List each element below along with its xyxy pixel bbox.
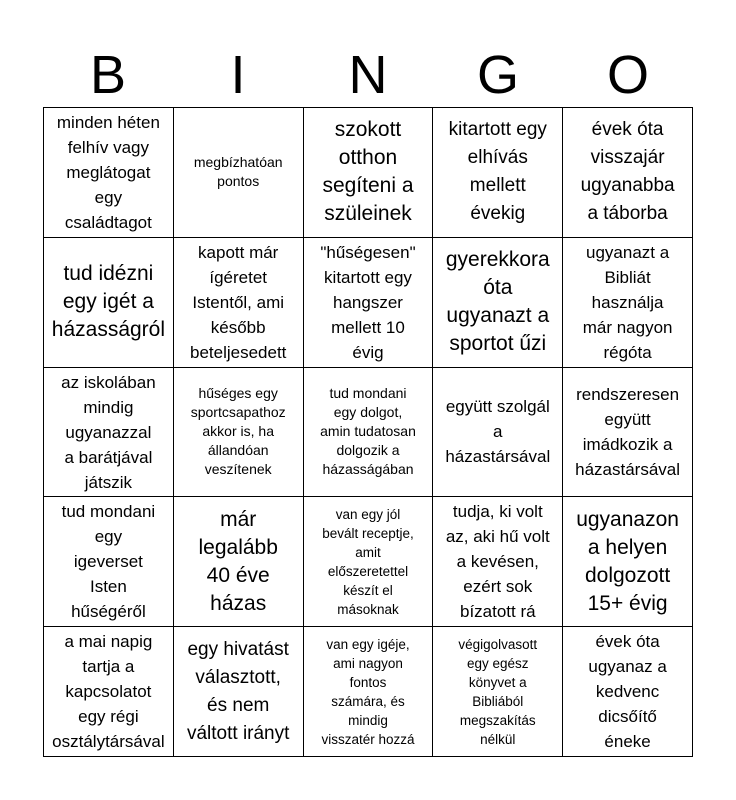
bingo-cell[interactable] [304,368,434,498]
cell-text: évek óta ugyanaz a kedvenc dicsőítő éneke [588,632,667,752]
cell-text: rendszeresen együtt imádkozik a házastársával [575,384,681,479]
cell-text: "hűségesen" kitartott egy hangszer mellett 10 évig [320,242,416,362]
bingo-cell[interactable] [563,108,693,238]
header-letter-b: B [89,45,127,105]
bingo-cell[interactable] [174,497,304,627]
cell-text: megbízhatóan pontos [193,154,283,190]
header-letter-n: N [348,45,388,105]
cell-text: már legalább 40 éve házas [198,507,278,615]
cell-text: évek óta visszajár ugyanabba a táborba [580,119,675,225]
bingo-cell[interactable] [44,238,174,368]
cell-text: van egy jól bevált receptje, amit előszeretettel készít el másoknak [322,506,414,617]
cell-text: tud idézni egy igét a házasságról [51,262,166,342]
cell-text: szokott otthon segíteni a szüleinek [322,118,414,226]
cell-text: kitartott egy elhívás mellett évekig [448,119,547,225]
bingo-cell[interactable] [174,238,304,368]
bingo-cell[interactable] [433,497,563,627]
bingo-cell[interactable] [174,368,304,498]
cell-text: kapott már ígéretet Istentől, ami később beteljesedett [189,242,287,362]
bingo-cell[interactable] [44,108,174,238]
bingo-cell[interactable] [563,238,693,368]
bingo-cell[interactable] [433,627,563,757]
cell-text: az iskolában mindig ugyanazzal a barátjával játszik [61,372,156,492]
cell-text: tud mondani egy dolgot, amin tudatosan dolgozik a házasságában [320,385,416,478]
bingo-header [43,44,693,106]
bingo-cell[interactable] [563,627,693,757]
bingo-board [43,107,693,757]
cell-text: együtt szolgál a házastársával [445,397,551,467]
bingo-cell[interactable] [433,238,563,368]
cell-text: tud mondani egy igeverset Isten hűségéről [61,502,156,622]
bingo-cell[interactable] [304,627,434,757]
bingo-cell[interactable] [174,627,304,757]
header-letter-o: O [606,45,649,105]
bingo-cell[interactable] [563,368,693,498]
cell-text: végigolvasott egy egész könyvet a Bibliából megszakítás nélkül [458,636,538,747]
bingo-cell[interactable] [433,368,563,498]
bingo-cell[interactable] [174,108,304,238]
bingo-cell[interactable] [304,238,434,368]
bingo-cell[interactable] [44,368,174,498]
cell-text: egy hivatást választott, és nem váltott irányt [186,638,290,744]
cell-text: hűséges egy sportcsapathoz akkor is, ha állandóan veszítenek [190,385,286,478]
cell-text: ugyanazon a helyen dolgozott 15+ évig [576,507,679,615]
bingo-cell[interactable] [44,497,174,627]
cell-text: a mai napig tartja a kapcsolatot egy régi osztálytársával [52,632,165,752]
bingo-cell[interactable] [304,108,434,238]
bingo-cell[interactable] [44,627,174,757]
bingo-cell[interactable] [433,108,563,238]
cell-text: tudja, ki volt az, aki hű volt a kevésen, ezért sok bízatott rá [445,502,550,622]
cell-text: ugyanazt a Bibliát használja már nagyon régóta [582,242,673,362]
header-letter-g: G [476,45,519,105]
bingo-cell[interactable] [563,497,693,627]
cell-text: van egy igéje, ami nagyon fontos számára, és mindig visszatér hozzá [321,636,415,747]
cell-text: gyerekkora óta ugyanazt a sportot űzi [445,248,550,356]
cell-text: minden héten felhív vagy meglátogat egy családtagot [56,112,160,232]
header-letter-i: I [230,45,246,105]
bingo-cell[interactable] [304,497,434,627]
